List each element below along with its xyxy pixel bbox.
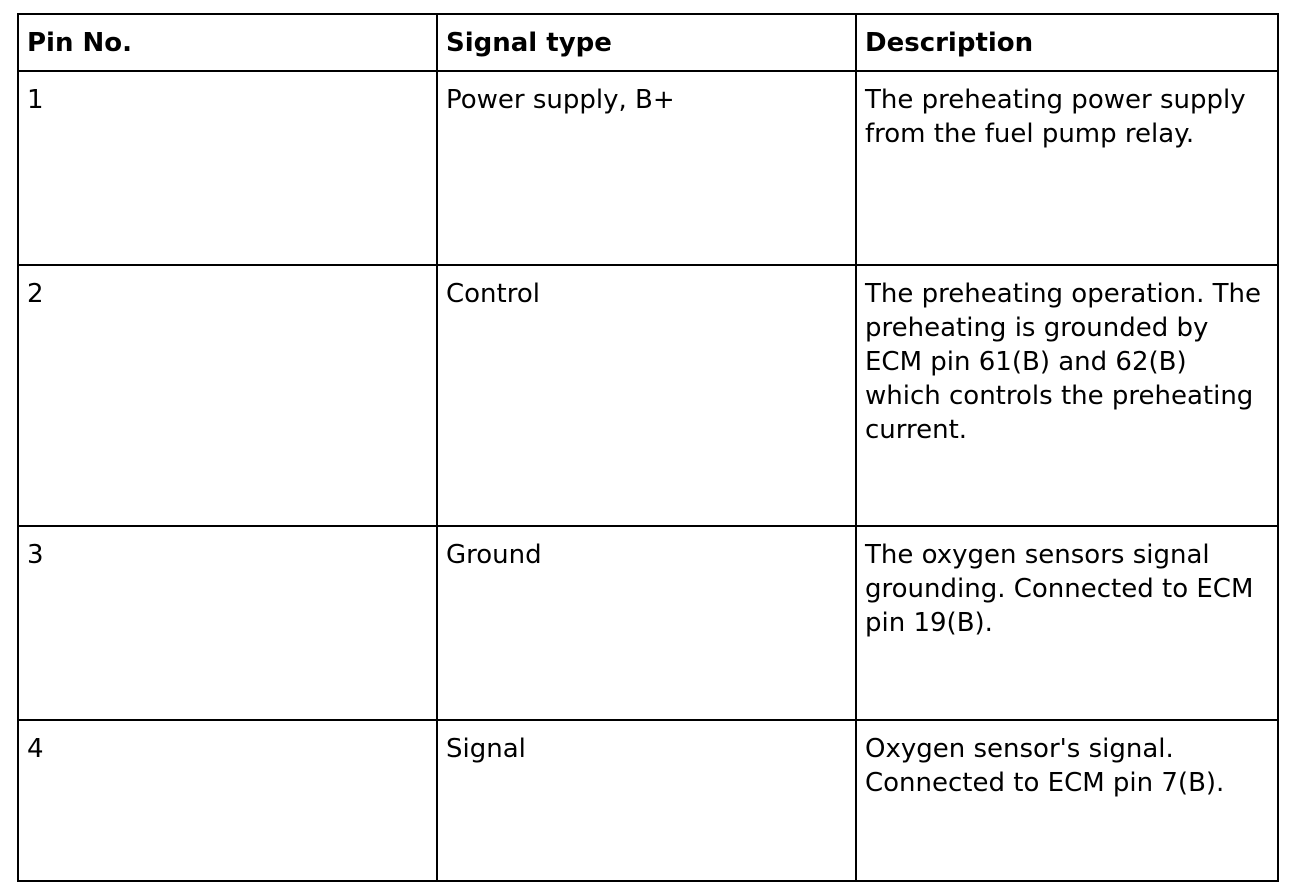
cell-signal-type: Power supply, B+ <box>437 71 856 265</box>
cell-pin-no: 4 <box>18 720 437 881</box>
cell-description: Oxygen sensor's signal. Connected to ECM pin 7(B). <box>856 720 1278 881</box>
header-signal-type: Signal type <box>437 14 856 71</box>
cell-pin-no: 3 <box>18 526 437 720</box>
table-row <box>18 526 1278 720</box>
table-row <box>18 265 1278 526</box>
header-description: Description <box>856 14 1278 71</box>
header-pin-no: Pin No. <box>18 14 437 71</box>
cell-description: The oxygen sensors signal grounding. Connected to ECM pin 19(B). <box>856 526 1278 720</box>
cell-signal-type: Ground <box>437 526 856 720</box>
cell-signal-type: Signal <box>437 720 856 881</box>
table-header <box>18 14 1278 71</box>
cell-pin-no: 1 <box>18 71 437 265</box>
cell-signal-type: Control <box>437 265 856 526</box>
cell-pin-no: 2 <box>18 265 437 526</box>
table-row <box>18 720 1278 881</box>
table-row <box>18 71 1278 265</box>
cell-description: The preheating operation. The preheating is grounded by ECM pin 61(B) and 62(B) which controls the preheating current. <box>856 265 1278 526</box>
cell-description: The preheating power supply from the fuel pump relay. <box>856 71 1278 265</box>
pin-signal-table <box>17 13 1279 882</box>
header-row <box>18 14 1278 71</box>
table-body <box>18 71 1278 881</box>
